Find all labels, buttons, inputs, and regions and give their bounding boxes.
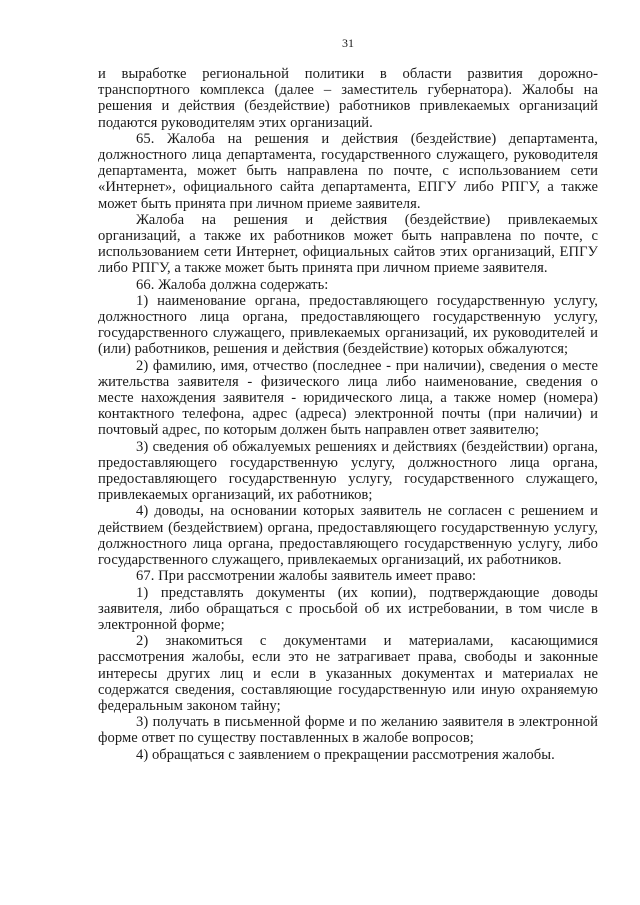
paragraph-clause-66-item-2: 2) фамилию, имя, отчество (последнее - при наличии), сведения о месте жительства заявителя - физического лица либо наименование, сведения о месте нахождения заявителя - юридического лица, а также номер (номера) контактного телефона, адрес (адреса) электронной почты (при наличии) и почтовый адрес, по которым должен быть направлен ответ заявителю;: [98, 357, 598, 439]
paragraph-clause-67-item-4: 4) обращаться с заявлением о прекращении рассмотрения жалобы.: [136, 746, 555, 763]
paragraph-clause-67-item-3: 3) получать в письменной форме и по желанию заявителя в электронной форме ответ по существу поставленных в жалобе вопросов;: [98, 714, 598, 747]
paragraph-clause-65-organizations: Жалоба на решения и действия (бездействие) привлекаемых организаций, а также их работников может быть направлена по почте, с использованием сети Интернет, официальных сайтов этих организаций, ЕПГУ либо РПГУ, а также может быть принята при личном приеме заявителя.: [98, 211, 598, 277]
paragraph-clause-66-item-1: 1) наименование органа, предоставляющего государственную услугу, должностного лица органа, предоставляющего государственную услугу, государственного служащего, привлекаемых организаций, их руководителей и (или) работников, решения и действия (бездействие) которых обжалуются;: [98, 292, 598, 358]
paragraph-clause-67-item-2: 2) знакомиться с документами и материалами, касающимися рассмотрения жалобы, если это не затрагивает права, свободы и законные интересы других лиц и если в указанных документах и материалах не содержатся сведения, составляющие государственную или иную охраняемую федеральным законом тайну;: [98, 633, 598, 714]
paragraph-continuation: и выработке региональной политики в области развития дорожно-транспортного комплекса (далее – заместитель губернатора). Жалобы на решения и действия (бездействие) работников привлекаемых организаций подаются руководителям этих организаций.: [98, 66, 598, 131]
paragraph-clause-66-item-4: 4) доводы, на основании которых заявитель не согласен с решением и действием (бездействием) органа, предоставляющего государственную услугу, должностного лица органа, предоставляющего государственную услугу, либо государственного служащего, привлекаемых организаций, их работников.: [98, 503, 598, 569]
paragraph-clause-67: 67. При рассмотрении жалобы заявитель имеет право:: [136, 568, 477, 585]
page-number: 31: [341, 36, 355, 50]
document-body: [98, 66, 598, 763]
paragraph-clause-65: 65. Жалоба на решения и действия (бездействие) департамента, должностного лица департамента, государственного служащего, руководителя департамента, может быть направлена по почте, с использованием сети «Интернет», официального сайта департамента, ЕПГУ либо РПГУ, а также может быть принята при личном приеме заявителя.: [98, 130, 598, 212]
paragraph-clause-66-item-3: 3) сведения об обжалуемых решениях и действиях (бездействии) органа, предоставляющего государственную услугу, должностного лица органа, предоставляющего государственную услугу, государственного служащего, привлекаемых организаций, их работников;: [98, 438, 598, 504]
paragraph-clause-67-item-1: 1) представлять документы (их копии), подтверждающие доводы заявителя, либо обращаться с просьбой об их истребовании, в том числе в электронной форме;: [98, 584, 598, 633]
paragraph-clause-66: 66. Жалоба должна содержать:: [136, 276, 329, 293]
